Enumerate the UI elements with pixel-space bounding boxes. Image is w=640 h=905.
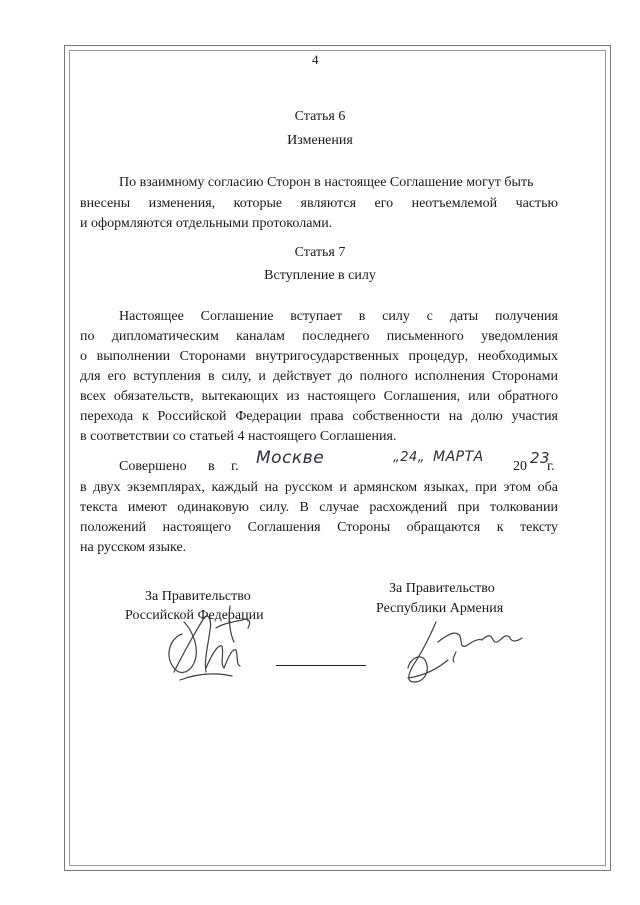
closing-line-3: положений настоящего Соглашения Стороны обращаются к тексту [80,520,558,535]
handwritten-month: МАРТА [433,449,484,465]
article7-line-1: Настоящее Соглашение вступает в силу с даты получения [119,309,558,324]
article6-line-1: По взаимному согласию Сторон в настоящее Соглашение могут быть [119,175,534,190]
article7-line-3: о выполнении Сторонами внутригосударственных процедур, необходимых [80,349,558,364]
signature-line [276,665,366,666]
closing-g-word: г. [231,459,239,474]
handwritten-city: Москве [256,448,325,468]
article6-title: Изменения [287,133,353,148]
article7-heading: Статья 7 [294,245,346,260]
right-signatory-line-1: За Правительство [389,581,495,596]
article7-line-4: для его вступления в силу, и действует до полного исполнения Сторонами [80,369,558,384]
handwritten-year: 23 [530,449,551,467]
closing-in-word: в [208,459,215,474]
closing-done-word: Совершено [119,459,187,474]
article6-heading: Статья 6 [294,109,346,124]
closing-line-2: текста имеют одинаковую силу. В случае расхождений при толковании [80,500,558,515]
article6-line-3: и оформляются отдельными протоколами. [80,216,333,231]
article6-line-2: внесены изменения, которые являются его неотъемлемой частью [80,196,558,211]
left-signatory-line-2: Российской Федерации [125,608,264,623]
left-signature-icon [160,598,260,690]
article7-line-2: по дипломатическим каналам последнего письменного уведомления [80,329,558,344]
article7-line-6: перехода к Российской Федерации права собственности на долю участия [80,409,558,424]
right-signature-icon [396,612,536,692]
article7-line-7: в соответствии со статьей 4 настоящего Соглашения. [80,429,397,444]
closing-year-suffix: г. [547,459,555,474]
article7-title: Вступление в силу [264,268,376,283]
article7-line-5: всех обязательств, вытекающих из настоящего Соглашения, или обратного [80,389,558,404]
closing-line-1: в двух экземплярах, каждый на русском и армянском языках, при этом оба [80,480,558,495]
closing-year-prefix: 20 [513,459,527,474]
closing-line-4: на русском языке. [80,540,187,555]
right-signatory-line-2: Республики Армения [376,601,504,616]
left-signatory-line-1: За Правительство [145,589,251,604]
page-number: 4 [312,52,319,67]
handwritten-day: „24„ [393,450,426,465]
